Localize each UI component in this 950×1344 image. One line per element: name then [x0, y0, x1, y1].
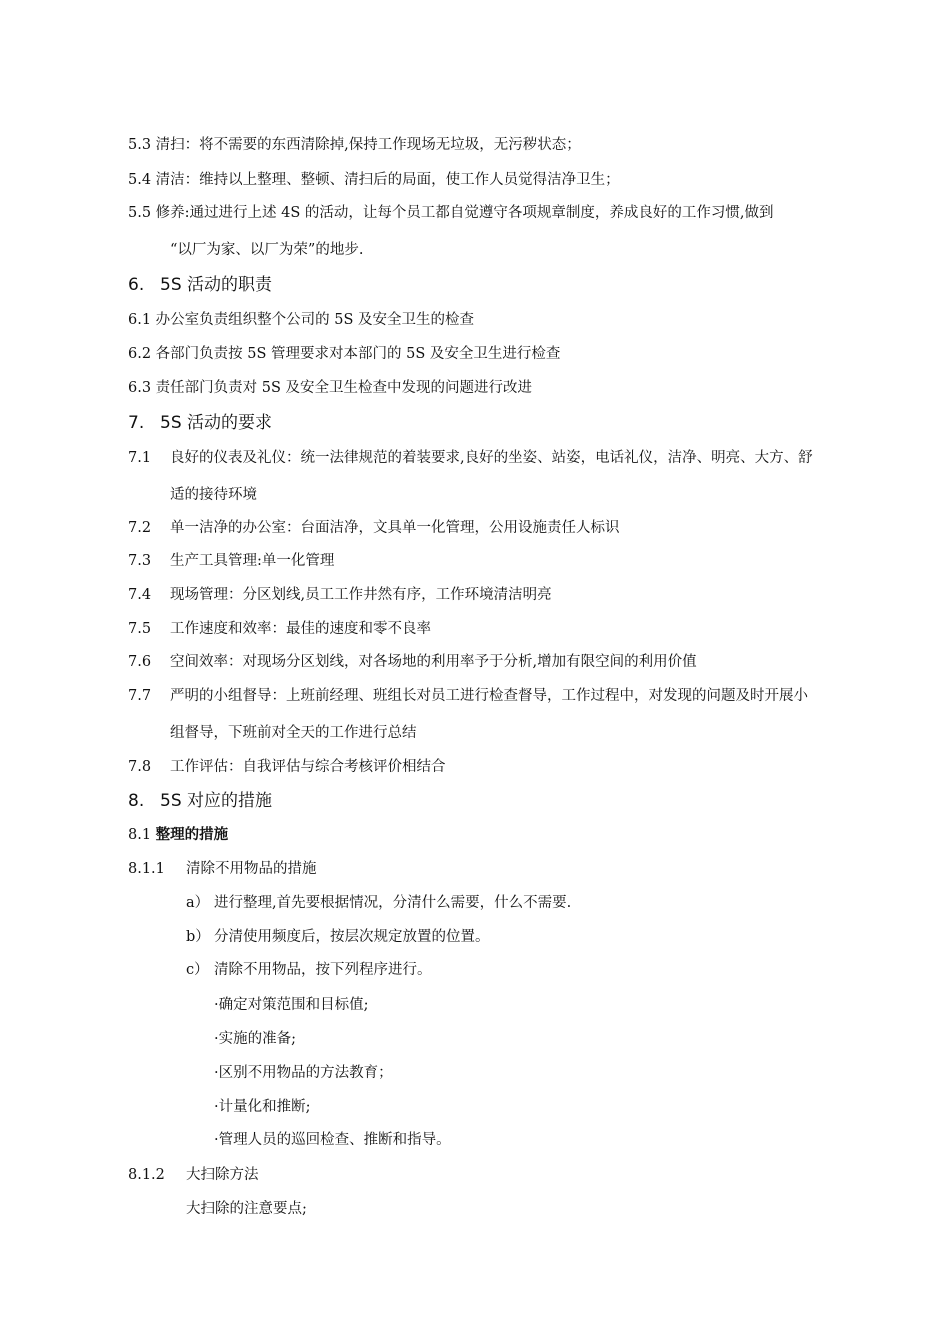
clause-6-1 — [128, 310, 474, 330]
clause-text: 单一洁净的办公室：台面洁净，文具单一化管理，公用设施责任人标识 — [170, 520, 620, 536]
clause-7-2 — [128, 518, 620, 538]
clause-number: 7.4 — [128, 587, 152, 603]
clause-text: 良好的仪表及礼仪：统一法律规范的着装要求,良好的坐姿、站姿，电话礼仪，洁净、明亮、大方、舒 — [170, 450, 813, 466]
clause-8-1 — [128, 825, 228, 845]
clause-text: 修养:通过进行上述 4S 的活动，让每个员工都自觉遵守各项规章制度，养成良好的工作习惯,做到 — [155, 205, 774, 221]
clause-number: 7.2 — [128, 520, 152, 536]
bullet-item: ·计量化和推断; — [214, 1099, 311, 1115]
clause-7-5 — [128, 619, 431, 639]
clause-number: 8.1 — [128, 827, 152, 843]
clause-number: 7.8 — [128, 759, 152, 775]
bullet-item: ·确定对策范围和目标值; — [214, 997, 369, 1013]
clause-6-3 — [128, 378, 532, 398]
clause-5-3 — [128, 135, 581, 155]
step-b — [186, 927, 490, 947]
step-text: 分清使用频度后，按层次规定放置的位置。 — [214, 929, 490, 945]
clause-title: 整理的措施 — [155, 826, 229, 843]
section-title: 5S 活动的要求 — [160, 413, 273, 433]
clause-number: 7.5 — [128, 621, 152, 637]
step-c — [186, 960, 432, 980]
clause-number: 5.4 — [128, 172, 152, 188]
step-text: 进行整理,首先要根据情况，分清什么需要，什么不需要. — [214, 895, 572, 911]
step-a — [186, 893, 571, 913]
clause-number: 5.5 — [128, 205, 152, 221]
step-text: 清除不用物品，按下列程序进行。 — [214, 962, 432, 978]
clause-number: 7.3 — [128, 553, 152, 569]
clause-7-7-continuation: 组督导，下班前对全天的工作进行总结 — [170, 725, 417, 741]
clause-text: 空间效率：对现场分区划线，对各场地的利用率予于分析,增加有限空间的利用价值 — [170, 654, 697, 670]
clause-7-1 — [128, 448, 813, 468]
clause-number: 6.1 — [128, 312, 152, 328]
section-number: 8. — [128, 791, 145, 811]
clause-8-1-2 — [128, 1165, 259, 1185]
clause-text: 清洁：维持以上整理、整顿、清扫后的局面，使工作人员觉得洁净卫生； — [155, 172, 620, 188]
clause-text: 各部门负责按 5S 管理要求对本部门的 5S 及安全卫生进行检查 — [155, 346, 561, 362]
bullet-item: ·管理人员的巡回检查、推断和指导。 — [214, 1132, 451, 1148]
bullet-item: ·区别不用物品的方法教育； — [214, 1065, 393, 1081]
clause-8-1-1 — [128, 859, 317, 879]
clause-number: 6.3 — [128, 380, 152, 396]
clause-5-5-continuation: “以厂为家、以厂为荣”的地步. — [170, 242, 364, 258]
step-label: c） — [186, 962, 209, 978]
clause-number: 8.1.2 — [128, 1167, 165, 1183]
clause-5-4 — [128, 170, 620, 190]
clause-text: 责任部门负责对 5S 及安全卫生检查中发现的问题进行改进 — [155, 380, 533, 396]
clause-7-4 — [128, 585, 552, 605]
section-title: 5S 活动的职责 — [160, 275, 273, 295]
section-title: 5S 对应的措施 — [160, 791, 273, 811]
bullet-item: ·实施的准备; — [214, 1031, 296, 1047]
clause-number: 7.7 — [128, 688, 152, 704]
section-6-heading — [128, 273, 272, 297]
clause-number: 7.1 — [128, 450, 152, 466]
clause-7-3 — [128, 551, 334, 571]
clause-text: 工作速度和效率：最佳的速度和零不良率 — [170, 621, 431, 637]
clause-text: 工作评估：自我评估与综合考核评价相结合 — [170, 759, 446, 775]
clause-title: 清除不用物品的措施 — [186, 861, 317, 877]
step-label: b） — [186, 929, 210, 945]
clause-text: 办公室负责组织整个公司的 5S 及安全卫生的检查 — [155, 312, 475, 328]
clause-title: 大扫除方法 — [186, 1167, 259, 1183]
section-8-heading — [128, 789, 272, 813]
clause-number: 7.6 — [128, 654, 152, 670]
clause-5-5 — [128, 203, 774, 223]
clause-7-7 — [128, 686, 808, 706]
section-number: 6. — [128, 275, 145, 295]
clause-7-6 — [128, 652, 697, 672]
clause-7-8 — [128, 757, 446, 777]
clause-8-1-2-note: 大扫除的注意要点; — [186, 1201, 307, 1217]
clause-number: 5.3 — [128, 137, 152, 153]
clause-text: 现场管理：分区划线,员工工作井然有序，工作环境清洁明亮 — [170, 587, 552, 603]
step-label: a） — [186, 895, 210, 911]
clause-number: 8.1.1 — [128, 861, 165, 877]
clause-6-2 — [128, 344, 560, 364]
section-7-heading — [128, 411, 272, 435]
clause-number: 6.2 — [128, 346, 152, 362]
clause-text: 严明的小组督导：上班前经理、班组长对员工进行检查督导，工作过程中，对发现的问题及时开展小 — [170, 688, 808, 704]
clause-text: 生产工具管理:单一化管理 — [170, 553, 335, 569]
clause-text: 清扫：将不需要的东西清除掉,保持工作现场无垃圾，无污秽状态； — [155, 137, 581, 153]
clause-7-1-continuation: 适的接待环境 — [170, 487, 257, 503]
section-number: 7. — [128, 413, 145, 433]
